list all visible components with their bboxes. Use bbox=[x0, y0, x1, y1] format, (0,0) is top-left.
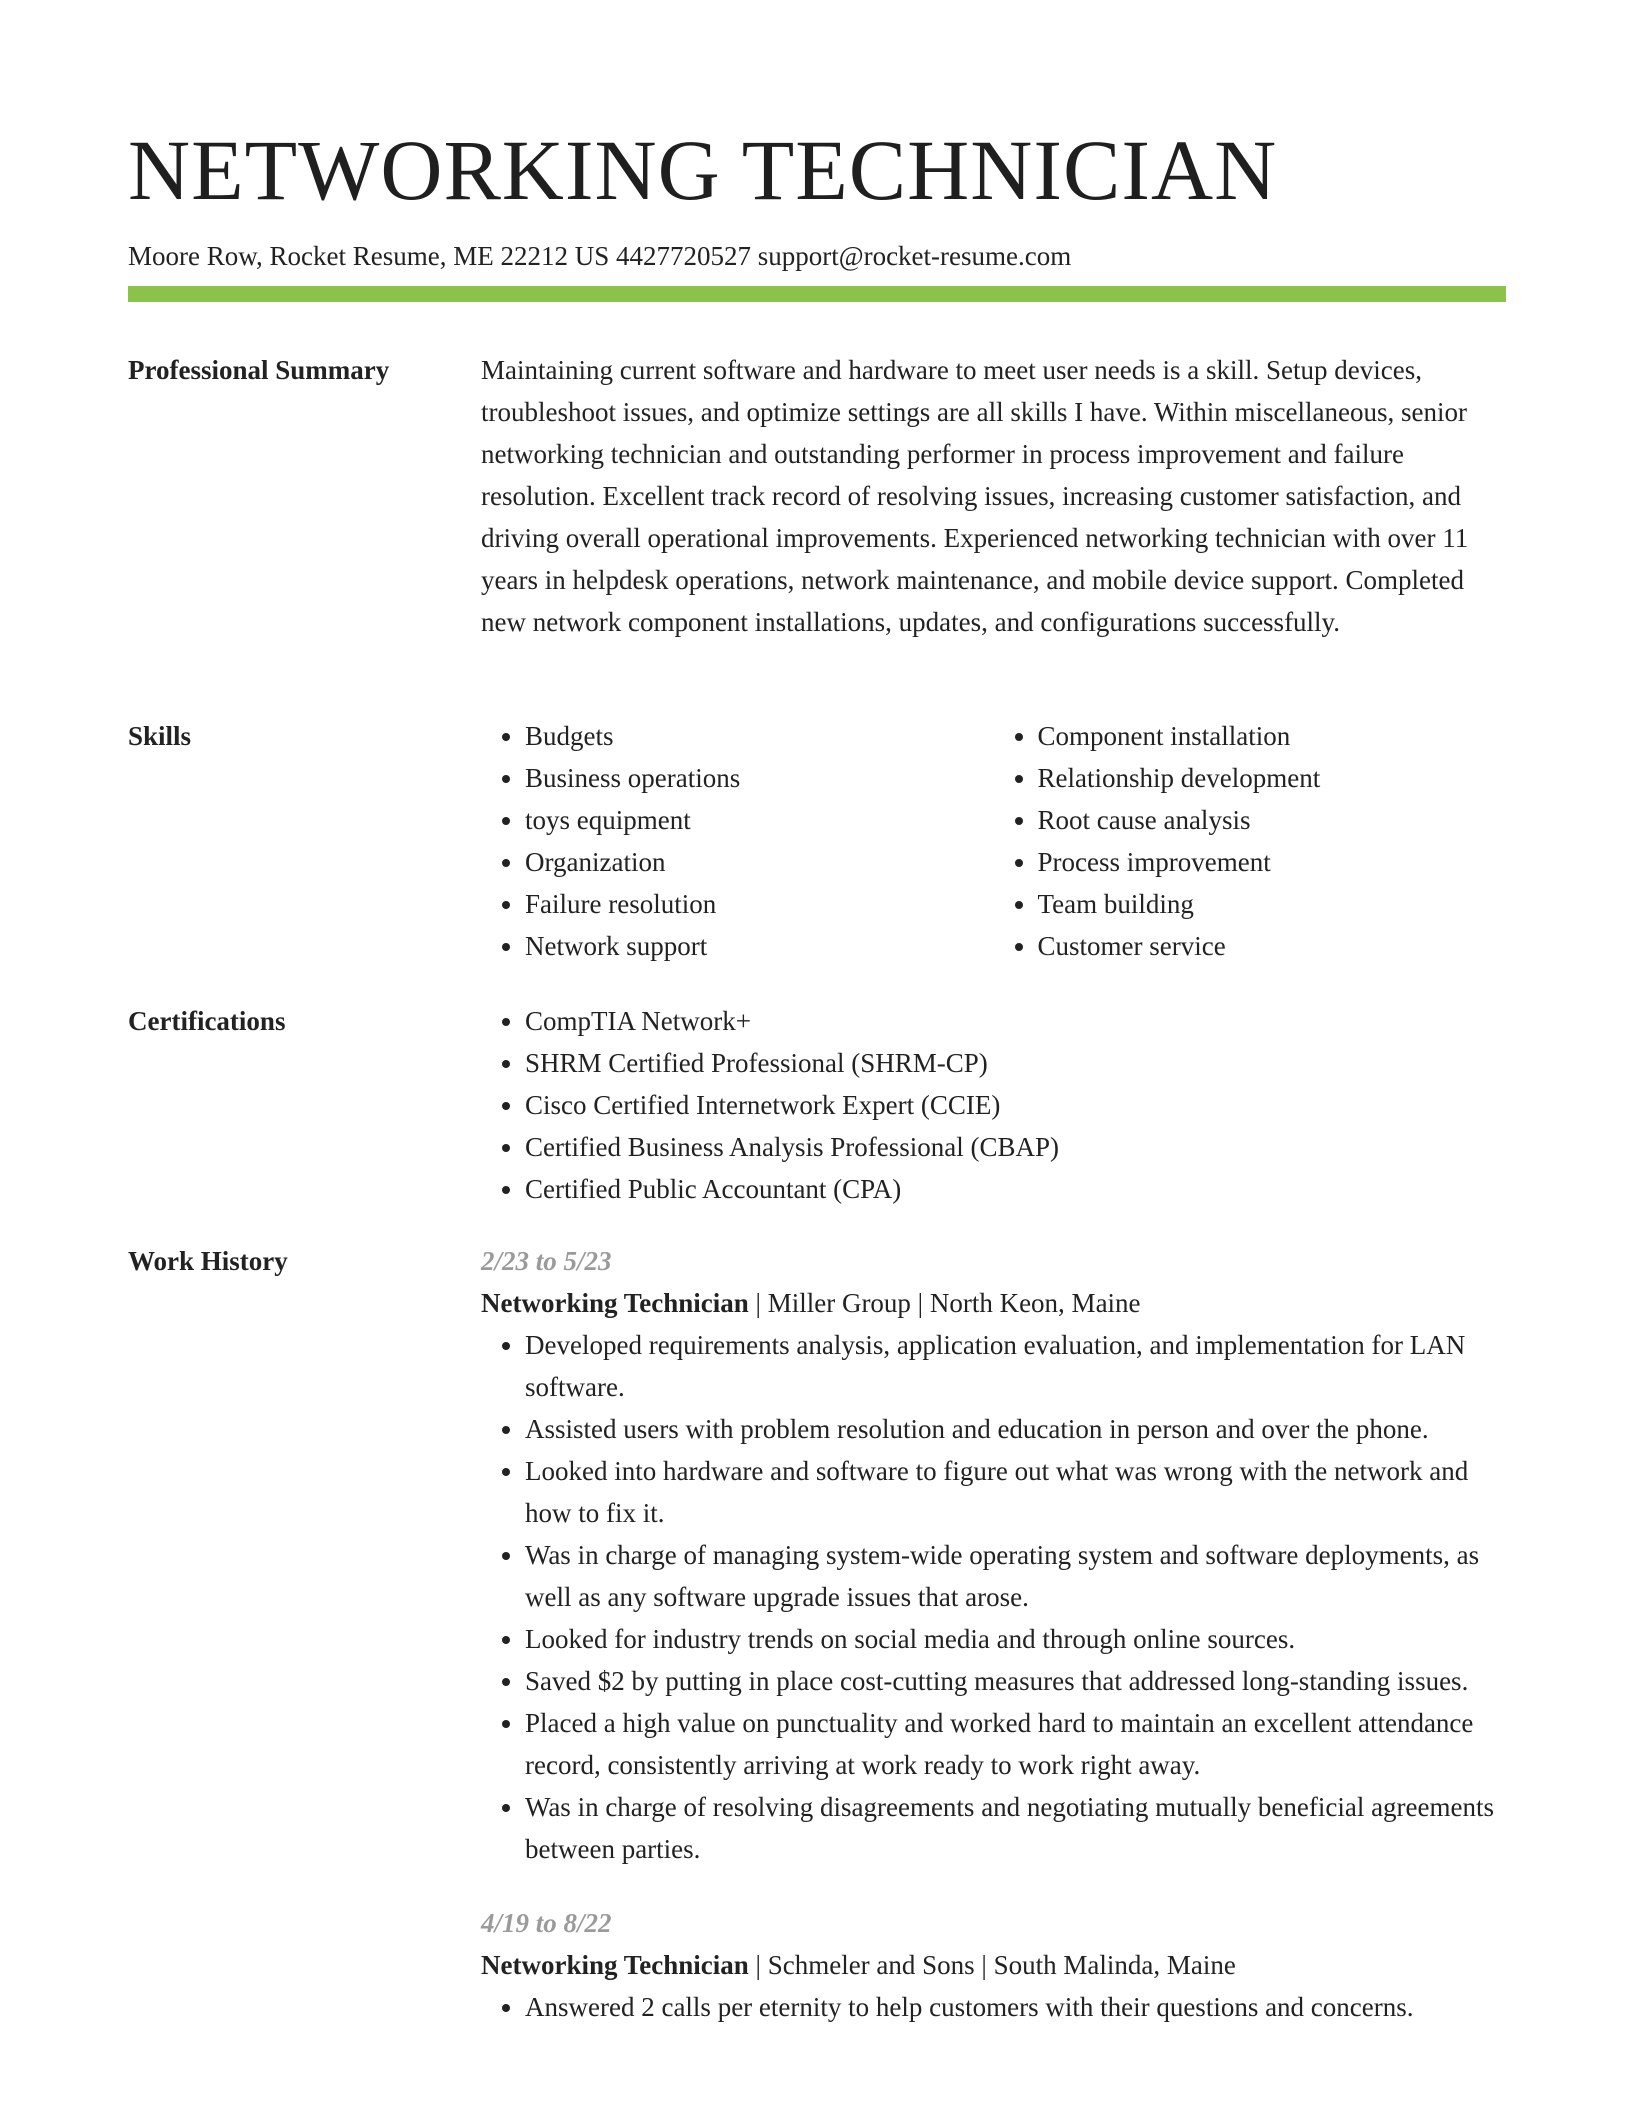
skills-heading: Skills bbox=[128, 721, 192, 751]
job-title: Networking Technician bbox=[481, 1288, 749, 1318]
certification-item: • Certified Public Accountant (CPA) bbox=[525, 1168, 1506, 1210]
certification-item: • Certified Business Analysis Professional (CBAP) bbox=[525, 1126, 1506, 1168]
job-bullet: • Answered 2 calls per eternity to help customers with their questions and concerns. bbox=[525, 1986, 1506, 2028]
skill-item: • Budgets bbox=[525, 715, 994, 757]
skills-list-left bbox=[481, 715, 994, 967]
contact-line: Moore Row, Rocket Resume, ME 22212 US 4427720527 support@rocket-resume.com bbox=[128, 241, 1072, 271]
skill-item: • Root cause analysis bbox=[1038, 799, 1507, 841]
job-bullet: • Was in charge of resolving disagreements and negotiating mutually beneficial agreements between parties. bbox=[525, 1786, 1506, 1870]
certification-item: • Cisco Certified Internetwork Expert (CCIE) bbox=[525, 1084, 1506, 1126]
skill-item: • Customer service bbox=[1038, 925, 1507, 967]
skills-columns bbox=[481, 715, 1506, 967]
job-bullet: • Placed a high value on punctuality and worked hard to maintain an excellent attendance record, consistently arriving at work ready to work right away. bbox=[525, 1702, 1506, 1786]
job-employer-location: | Schmeler and Sons | South Malinda, Maine bbox=[748, 1950, 1236, 1980]
job-entry bbox=[481, 1240, 1506, 1870]
skill-item: • Relationship development bbox=[1038, 757, 1507, 799]
job-bullet: • Was in charge of managing system-wide operating system and software deployments, as well as any software upgrade issues that arose. bbox=[525, 1534, 1506, 1618]
resume-header bbox=[128, 110, 1506, 274]
job-bullet: • Assisted users with problem resolution and education in person and over the phone. bbox=[525, 1408, 1506, 1450]
job-entry bbox=[481, 1902, 1506, 2028]
skill-item: • toys equipment bbox=[525, 799, 994, 841]
skills-body bbox=[481, 715, 1506, 967]
certifications-body bbox=[481, 1000, 1506, 1210]
skill-item: • Failure resolution bbox=[525, 883, 994, 925]
summary-heading: Professional Summary bbox=[128, 355, 390, 385]
job-dates: 2/23 to 5/23 bbox=[481, 1246, 612, 1276]
job-bullet: • Saved $2 by putting in place cost-cutting measures that addressed long-standing issues. bbox=[525, 1660, 1506, 1702]
job-bullet: • Looked into hardware and software to figure out what was wrong with the network and how to fix it. bbox=[525, 1450, 1506, 1534]
skill-item: • Process improvement bbox=[1038, 841, 1507, 883]
work-history-heading: Work History bbox=[128, 1246, 288, 1276]
certification-item: • CompTIA Network+ bbox=[525, 1000, 1506, 1042]
skill-item: • Business operations bbox=[525, 757, 994, 799]
skill-item: • Organization bbox=[525, 841, 994, 883]
accent-divider bbox=[128, 286, 1506, 302]
job-heading bbox=[481, 1944, 1506, 1986]
skills-list-right bbox=[994, 715, 1507, 967]
job-dates: 4/19 to 8/22 bbox=[481, 1908, 612, 1938]
certifications-list bbox=[481, 1000, 1506, 1210]
job-bullet: • Looked for industry trends on social media and through online sources. bbox=[525, 1618, 1506, 1660]
job-title: Networking Technician bbox=[481, 1950, 749, 1980]
work-history-body bbox=[481, 1240, 1506, 2060]
job-bullet: • Developed requirements analysis, application evaluation, and implementation for LAN software. bbox=[525, 1324, 1506, 1408]
job-bullet-list bbox=[481, 1986, 1506, 2028]
summary-text: Maintaining current software and hardware to meet user needs is a skill. Setup devices, troubleshoot issues, and optimize settings are all skills I have. Within miscellaneous, senior networking technician and outstanding performer in process improvement and failure resolution. Excellent track record of resolving issues, increasing customer satisfaction, and driving overall operational improvements. Experienced networking technician with over 11 years in helpdesk operations, network maintenance, and mobile device support. Completed new network component installations, updates, and configurations successfully. bbox=[481, 355, 1469, 637]
certification-item: • SHRM Certified Professional (SHRM-CP) bbox=[525, 1042, 1506, 1084]
job-employer-location: | Miller Group | North Keon, Maine bbox=[748, 1288, 1141, 1318]
job-bullet-list bbox=[481, 1324, 1506, 1870]
job-heading bbox=[481, 1282, 1506, 1324]
certifications-heading: Certifications bbox=[128, 1006, 286, 1036]
skill-item: • Network support bbox=[525, 925, 994, 967]
skill-item: • Component installation bbox=[1038, 715, 1507, 757]
candidate-name: NETWORKING TECHNICIAN bbox=[128, 122, 1278, 218]
summary-body bbox=[481, 349, 1506, 643]
skill-item: • Team building bbox=[1038, 883, 1507, 925]
